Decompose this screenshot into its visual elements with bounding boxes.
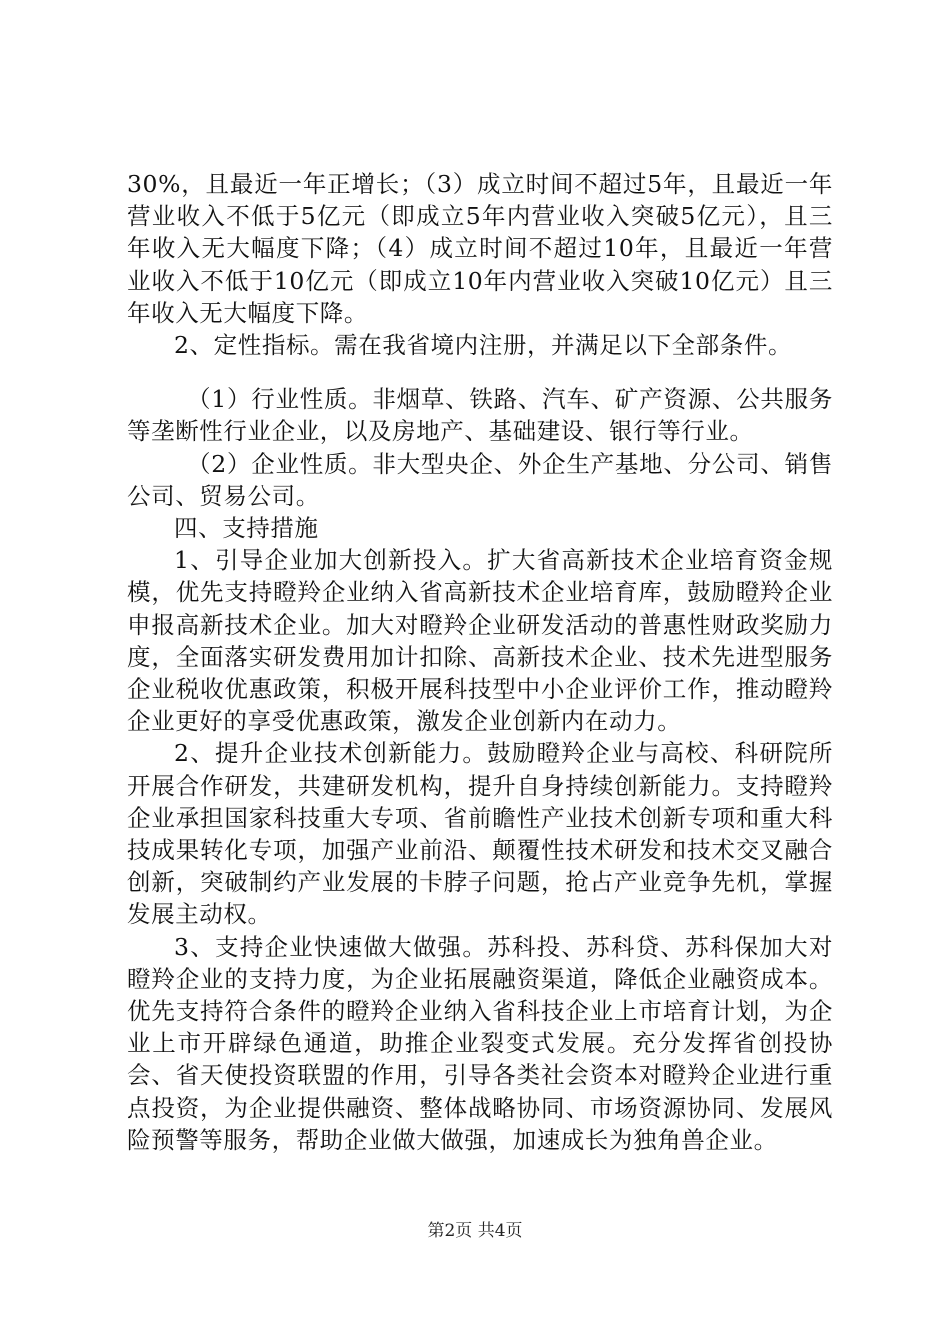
document-body — [127, 168, 833, 1156]
paragraph-technical-innovation: 2、提升企业技术创新能力。鼓励瞪羚企业与高校、科研院所开展合作研发，共建研发机构，提升自身持续创新能力。支持瞪羚企业承担国家科技重大专项、省前瞻性产业技术创新专项和重大科技成果转化专项，加强产业前沿、颠覆性技术研发和技术交叉融合创新，突破制约产业发展的卡脖子问题，抢占产业竞争先机，掌握发展主动权。 — [127, 739, 833, 929]
paragraph-gap — [127, 361, 833, 383]
paragraph-qualitative-indicators: 2、定性指标。需在我省境内注册，并满足以下全部条件。 — [174, 331, 793, 360]
paragraph-industry-nature: （1）行业性质。非烟草、铁路、汽车、矿产资源、公共服务等垄断性行业企业，以及房地产、基础建设、银行等行业。 — [127, 385, 833, 446]
paragraph-enterprise-nature: （2）企业性质。非大型央企、外企生产基地、分公司、销售公司、贸易公司。 — [127, 449, 833, 510]
section-heading-support-measures: 四、支持措施 — [174, 514, 319, 543]
paragraph-growth-support: 3、支持企业快速做大做强。苏科投、苏科贷、苏科保加大对瞪羚企业的支持力度，为企业拓展融资渠道，降低企业融资成本。优先支持符合条件的瞪羚企业纳入省科技企业上市培育计划，为企业上市开辟绿色通道，助推企业裂变式发展。充分发挥省创投协会、省天使投资联盟的作用，引导各类社会资本对瞪羚企业进行重点投资，为企业提供融资、整体战略协同、市场资源协同、发展风险预警等服务，帮助企业做大做强，加速成长为独角兽企业。 — [127, 932, 833, 1154]
page-number-footer: 第2页 共4页 — [427, 1221, 523, 1241]
paragraph-quantitative-continued: 30%，且最近一年正增长；（3）成立时间不超过5年，且最近一年营业收入不低于5亿元（即成立5年内营业收入突破5亿元），且三年收入无大幅度下降；（4）成立时间不超过10年，且最近一年营业收入不低于10亿元（即成立10年内营业收入突破10亿元）且三年收入无大幅度下降。 — [127, 170, 833, 327]
paragraph-innovation-investment: 1、引导企业加大创新投入。扩大省高新技术企业培育资金规模，优先支持瞪羚企业纳入省高新技术企业培育库，鼓励瞪羚企业申报高新技术企业。加大对瞪羚企业研发活动的普惠性财政奖励力度，全面落实研发费用加计扣除、高新技术企业、技术先进型服务企业税收优惠政策，积极开展科技型中小企业评价工作，推动瞪羚企业更好的享受优惠政策，激发企业创新内在动力。 — [127, 546, 833, 736]
